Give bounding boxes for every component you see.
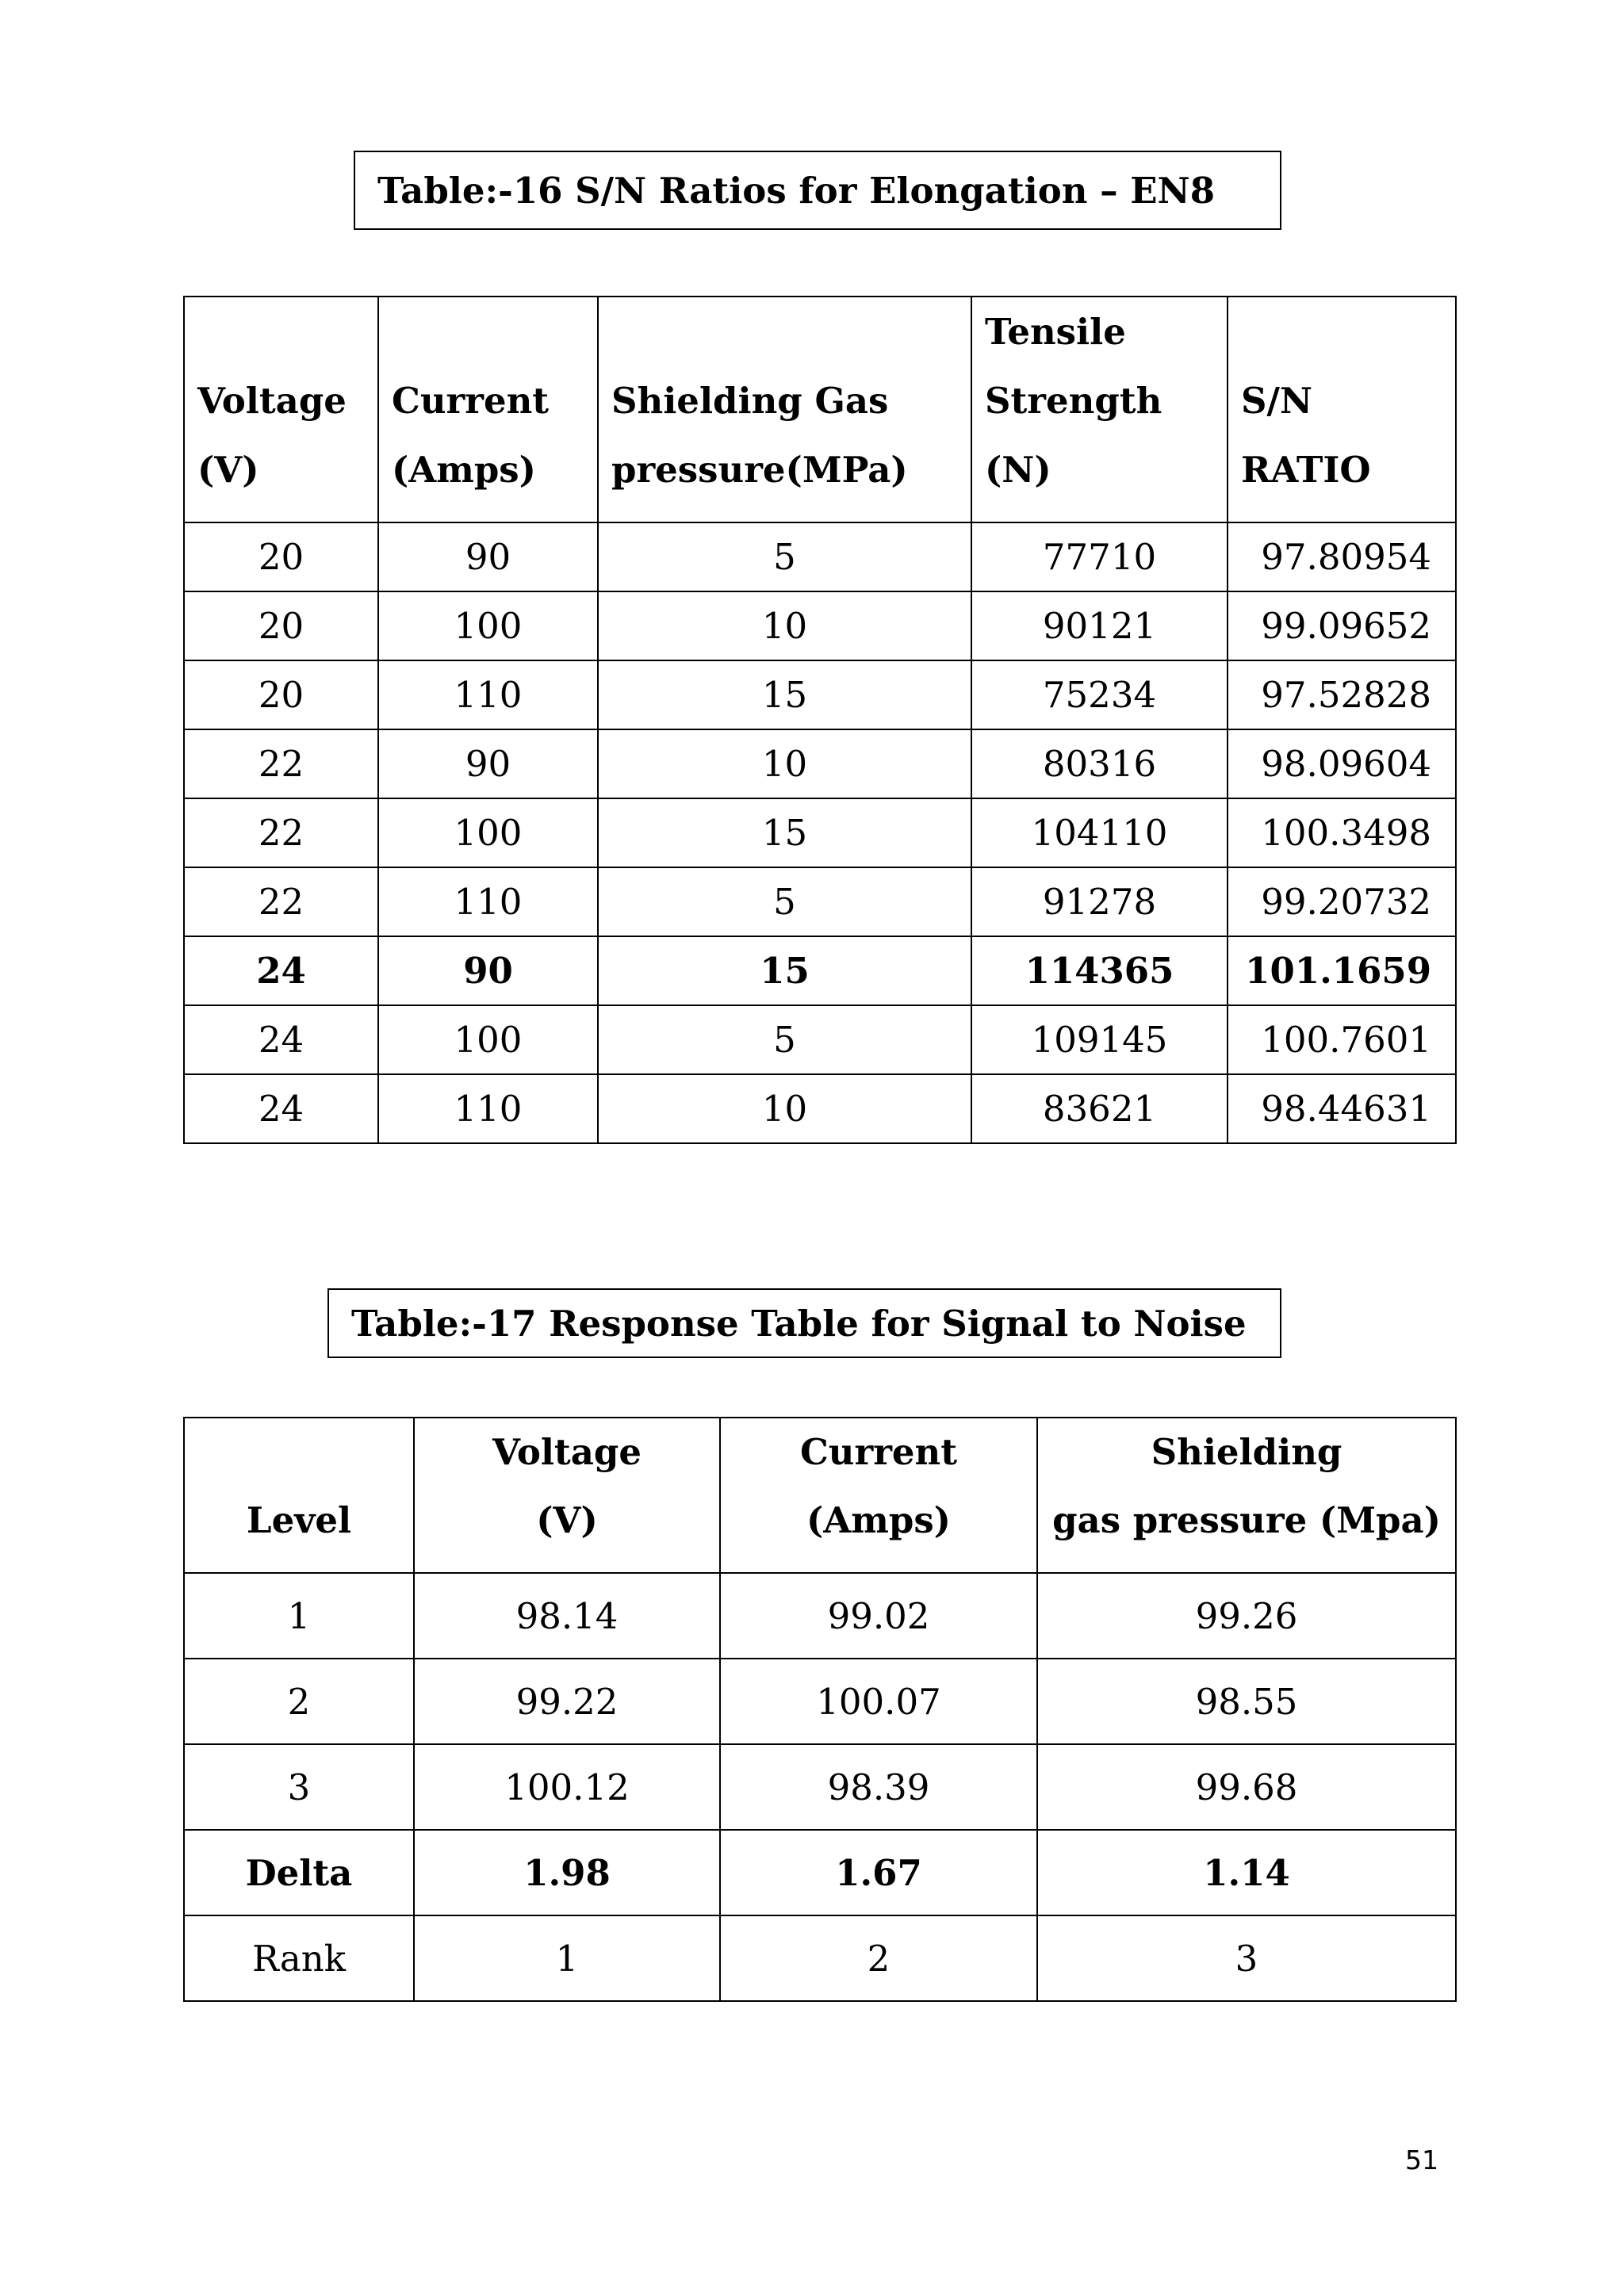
table-row: 2 99.22 100.07 98.55 xyxy=(184,1659,1456,1744)
table-17 xyxy=(183,1417,1457,2002)
header-current: Current (Amps) xyxy=(720,1418,1037,1573)
table-row: 22 90 10 80316 98.09604 xyxy=(184,729,1456,798)
table-row: 3 100.12 98.39 99.68 xyxy=(184,1744,1456,1830)
table-17-caption-text: Table:-17 Response Table for Signal to Noise xyxy=(351,1302,1247,1345)
table-row-delta: Delta 1.98 1.67 1.14 xyxy=(184,1830,1456,1915)
header-voltage: Voltage (V) xyxy=(184,297,378,522)
header-current: Current (Amps) xyxy=(378,297,598,522)
table-row: 24 100 5 109145 100.7601 xyxy=(184,1005,1456,1074)
table-row: 20 100 10 90121 99.09652 xyxy=(184,591,1456,660)
table-16-header-row xyxy=(184,297,1456,522)
header-voltage: Voltage (V) xyxy=(414,1418,720,1573)
header-shielding-gas-pressure: Shielding gas pressure (Mpa) xyxy=(1037,1418,1456,1573)
table-17-caption xyxy=(327,1288,1281,1358)
table-row-rank: Rank 1 2 3 xyxy=(184,1915,1456,2001)
header-shielding-gas: Shielding Gas pressure(MPa) xyxy=(598,297,971,522)
header-sn-ratio: S/N RATIO xyxy=(1228,297,1456,522)
table-16-caption-text: Table:-16 S/N Ratios for Elongation – EN8 xyxy=(377,169,1216,212)
table-row: 20 110 15 75234 97.52828 xyxy=(184,660,1456,729)
table-16 xyxy=(183,296,1457,1144)
table-row: 22 110 5 91278 99.20732 xyxy=(184,867,1456,936)
table-row: 24 110 10 83621 98.44631 xyxy=(184,1074,1456,1143)
page-number: 51 xyxy=(1405,2145,1438,2175)
table-row-optimal: 24 90 15 114365 101.1659 xyxy=(184,936,1456,1005)
table-row: 22 100 15 104110 100.3498 xyxy=(184,798,1456,867)
table-16-caption xyxy=(354,151,1281,230)
table-row: 20 90 5 77710 97.80954 xyxy=(184,522,1456,591)
table-row: 1 98.14 99.02 99.26 xyxy=(184,1573,1456,1659)
header-level: Level xyxy=(184,1418,414,1573)
table-17-header-row xyxy=(184,1418,1456,1573)
header-tensile-strength: Tensile Strength (N) xyxy=(971,297,1228,522)
